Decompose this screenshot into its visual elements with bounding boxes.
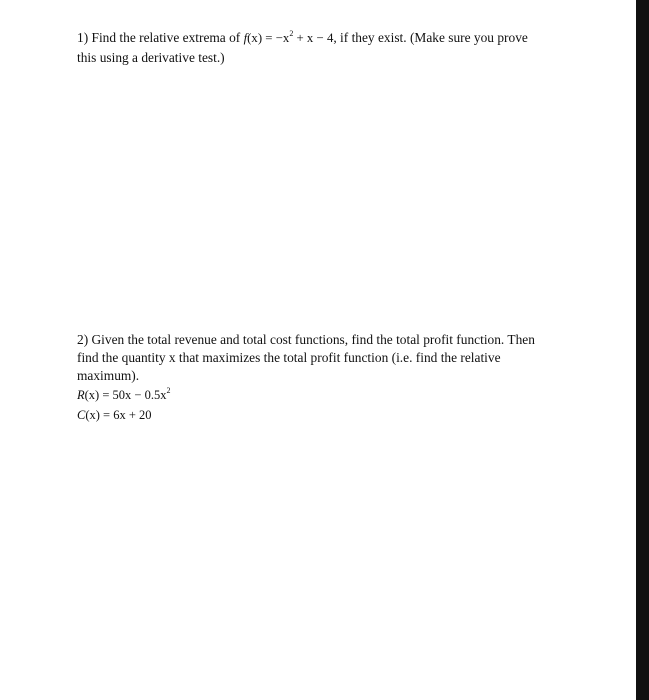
revenue-rhs: = 50x − 0.5x — [99, 388, 167, 402]
revenue-lhs: R — [77, 388, 85, 402]
cost-equation — [77, 405, 567, 425]
cost-rhs: = 6x + 20 — [99, 408, 152, 422]
function-arg: (x) — [247, 31, 263, 45]
question-1-line-1 — [77, 28, 557, 48]
function-exponent: 2 — [289, 29, 294, 38]
question-2-text-line-1: Given the total revenue and total cost functions, find the total profit function. Then — [91, 332, 535, 347]
question-2-line-3: maximum). — [77, 368, 140, 383]
question-2 — [77, 331, 567, 425]
question-1 — [77, 28, 557, 67]
question-2-number: 2) — [77, 332, 89, 347]
revenue-exponent: 2 — [166, 386, 171, 395]
page-right-edge — [636, 0, 649, 700]
question-2-line-1 — [77, 331, 567, 349]
function-rhs-a: = −x — [262, 31, 290, 45]
question-1-line-2: this using a derivative test.) — [77, 50, 225, 65]
cost-lhs: C — [77, 408, 86, 422]
cost-arg: (x) — [85, 408, 100, 422]
question-1-text-after: , if they exist. (Make sure you prove — [333, 30, 528, 45]
revenue-equation — [77, 385, 567, 405]
question-1-number: 1) — [77, 30, 89, 45]
question-1-text-before: Find the relative extrema of — [91, 30, 244, 45]
function-rhs-b: + x − 4 — [293, 31, 334, 45]
question-2-line-2: find the quantity x that maximizes the total profit function (i.e. find the relative — [77, 350, 501, 365]
function-name: f — [243, 31, 248, 45]
revenue-arg: (x) — [84, 388, 100, 402]
